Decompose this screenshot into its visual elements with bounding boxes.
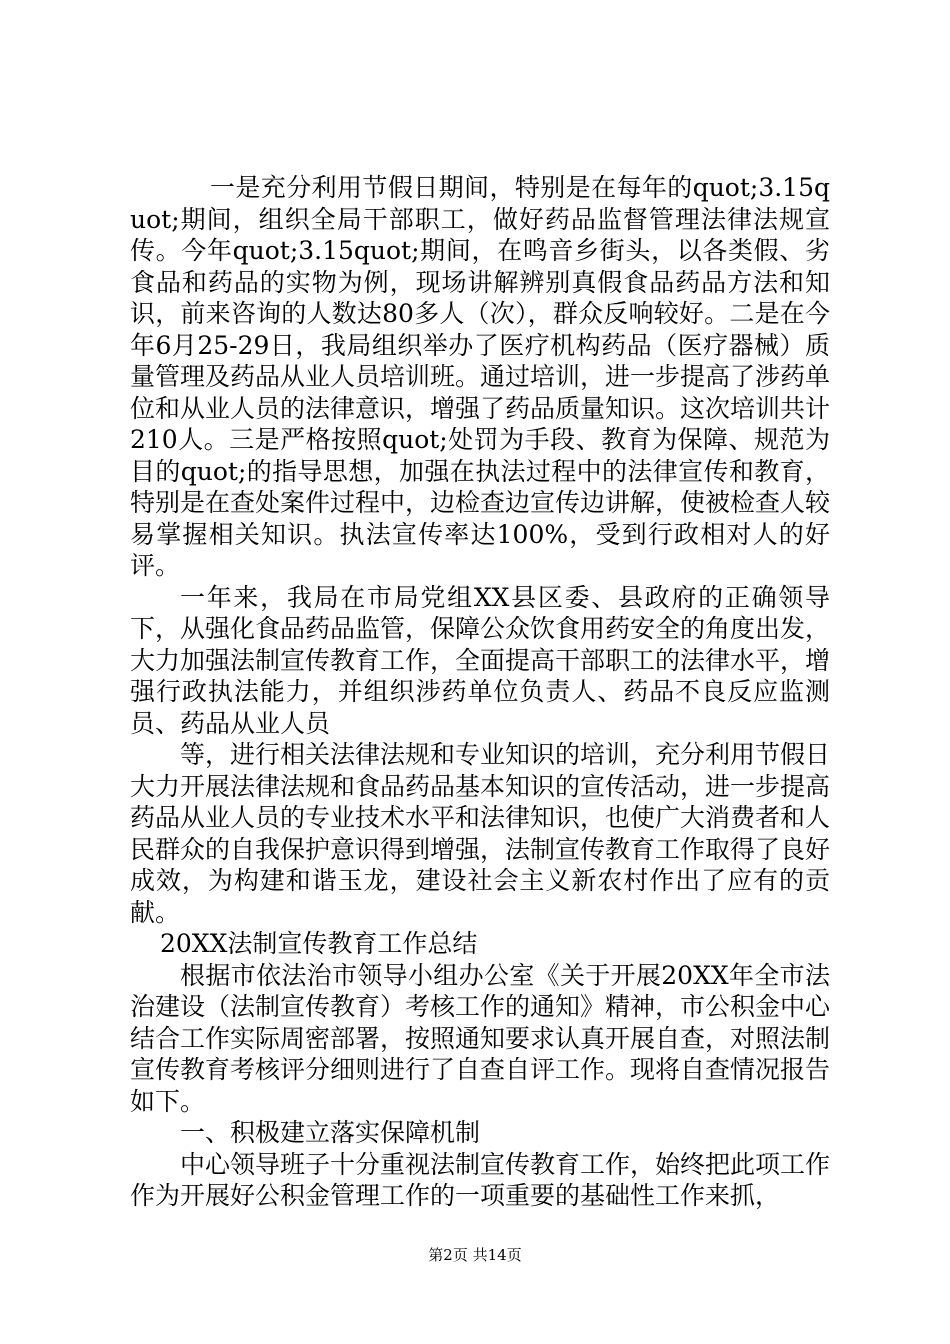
paragraph-year-summary: 一年来，我局在市局党组XX县区委、县政府的正确领导下，从强化食品药品监管，保障公众饮食用药安全的角度出发，大力加强法制宣传教育工作，全面提高干部职工的法律水平，增强行政执法能力，并组织涉药单位负责人、药品不良反应监测员、药品从业人员 xyxy=(130,582,831,738)
paragraph-training-results: 等，进行相关法律法规和专业知识的培训，充分利用节假日大力开展法律法规和食品药品基本知识的宣传活动，进一步提高药品从业人员的专业技术水平和法律知识，也使广大消费者和人民群众的自我保护意识得到增强，法制宣传教育工作取得了良好成效，为构建和谐玉龙，建设社会主义新农村作出了应有的贡献。 xyxy=(130,740,831,927)
paragraph-self-inspection: 根据市依法治市领导小组办公室《关于开展20XX年全市法治建设（法制宣传教育）考核工作的通知》精神，市公积金中心结合工作实际周密部署，按照通知要求认真开展自查，对照法制宣传教育考核评分细则进行了自查自评工作。现将自查情况报告如下。 xyxy=(130,960,831,1116)
section-title: 20XX法制宣传教育工作总结 xyxy=(160,929,478,958)
paragraph-leadership: 中心领导班子十分重视法制宣传教育工作，始终把此项工作作为开展好公积金管理工作的一项重要的基础性工作来抓， xyxy=(130,1149,831,1210)
paragraph-publicity-activities: 一是充分利用节假日期间，特别是在每年的quot;3.15quot;期间，组织全局干部职工，做好药品监督管理法律法规宣传。今年quot;3.15quot;期间，在鸣音乡街头，以各类假、劣食品和药品的实物为例，现场讲解辨别真假食品药品方法和知识，前来咨询的人数达80多人（次），群众反响较好。二是在今年6月25-29日，我局组织举办了医疗机构药品（医疗器械）质量管理及药品从业人员培训班。通过培训，进一步提高了涉药单位和从业人员的法律意识，增强了药品质量知识。这次培训共计210人。三是严格按照quot;处罚为手段、教育为保障、规范为目的quot;的指导思想，加强在执法过程中的法律宣传和教育，特别是在查处案件过程中，边检查边宣传边讲解，使被检查人较易掌握相关知识。执法宣传率达100%，受到行政相对人的好评。 xyxy=(130,173,831,580)
page-number-footer: 第2页 共14页 xyxy=(428,1246,522,1264)
section-heading-guarantee-mechanism: 一、积极建立落实保障机制 xyxy=(180,1118,481,1147)
document-body xyxy=(130,172,830,1212)
